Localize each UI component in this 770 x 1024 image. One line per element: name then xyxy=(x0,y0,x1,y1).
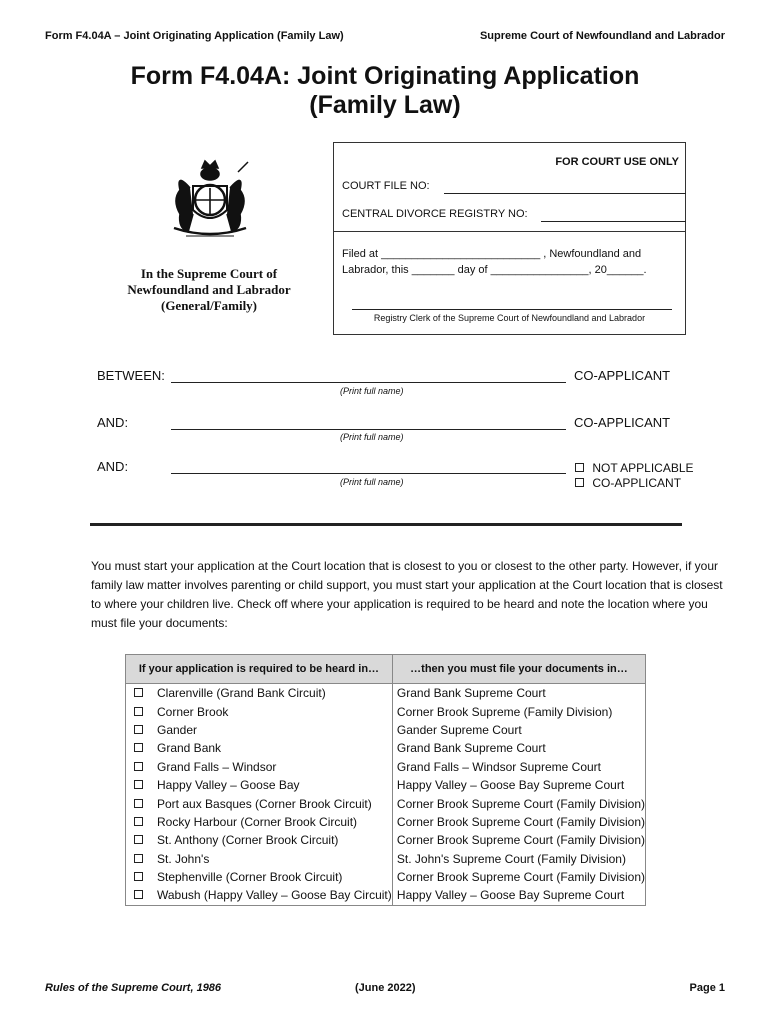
co-applicant-2-name-field[interactable] xyxy=(171,429,566,430)
court-box-divider xyxy=(334,231,685,232)
location-file-cell: St. John's Supreme Court (Family Division) xyxy=(392,850,645,868)
registry-clerk-signature-line[interactable] xyxy=(352,309,672,310)
location-row xyxy=(126,739,646,757)
locations-table-header xyxy=(126,655,646,684)
location-file-cell: Happy Valley – Goose Bay Supreme Court xyxy=(392,776,645,794)
section-divider xyxy=(90,523,682,526)
print-hint-2: (Print full name) xyxy=(340,432,404,442)
location-heard-cell xyxy=(126,776,393,794)
location-file-cell: Corner Brook Supreme Court (Family Division) xyxy=(392,868,645,886)
court-name-line-3: (General/Family) xyxy=(160,298,258,313)
co-applicant-3-name-field[interactable] xyxy=(171,473,566,474)
co-applicant-1-role: CO-APPLICANT xyxy=(574,368,671,383)
location-row xyxy=(126,684,646,703)
not-applicable-option[interactable] xyxy=(575,461,694,475)
col-file-header: …then you must file your documents in… xyxy=(392,655,645,684)
and-label-1: AND: xyxy=(97,415,129,430)
court-use-heading: FOR COURT USE ONLY xyxy=(555,156,679,168)
court-file-no-label: COURT FILE NO: xyxy=(342,180,430,192)
filed-at-line[interactable]: Filed at __________________________ , Newfoundland and xyxy=(342,248,642,260)
location-file-cell: Grand Bank Supreme Court xyxy=(392,684,645,703)
location-checkbox[interactable] xyxy=(134,799,143,808)
location-row xyxy=(126,831,646,849)
registry-no-label: CENTRAL DIVORCE REGISTRY NO: xyxy=(342,208,528,220)
intro-line-2: family law matter involves parenting or child support, you must start your application at the Court location that is closest xyxy=(91,578,723,592)
print-hint-3: (Print full name) xyxy=(340,477,404,487)
not-applicable-checkbox[interactable] xyxy=(575,463,584,472)
footer-date: (June 2022) xyxy=(355,982,416,994)
page-title xyxy=(0,62,770,120)
court-name-line-1: In the Supreme Court of xyxy=(140,266,278,281)
court-name xyxy=(100,266,318,314)
title-line-1: Form F4.04A: Joint Originating Application xyxy=(130,62,640,90)
location-row xyxy=(126,702,646,720)
co-applicant-1-name-field[interactable] xyxy=(171,382,566,383)
location-checkbox[interactable] xyxy=(134,835,143,844)
intro-line-3: to where your children live. Check off where your application is required to be heard and note the location where you xyxy=(91,597,708,611)
court-file-no-field[interactable] xyxy=(444,193,686,194)
intro-paragraph xyxy=(91,557,723,633)
location-file-cell: Grand Bank Supreme Court xyxy=(392,739,645,757)
location-heard-cell xyxy=(126,702,393,720)
location-row xyxy=(126,721,646,739)
registry-clerk-label: Registry Clerk of the Supreme Court of Newfoundland and Labrador xyxy=(373,313,646,323)
location-row xyxy=(126,868,646,886)
location-heard-label: St. John's xyxy=(157,851,210,866)
intro-line-4: must file your documents: xyxy=(91,616,228,630)
location-heard-label: Rocky Harbour (Corner Brook Circuit) xyxy=(157,814,358,829)
location-checkbox[interactable] xyxy=(134,762,143,771)
not-applicable-label: NOT APPLICABLE xyxy=(592,461,694,475)
filed-date-line[interactable]: Labrador, this _______ day of ________________, 20______. xyxy=(342,264,647,276)
location-checkbox[interactable] xyxy=(134,854,143,863)
location-file-cell: Gander Supreme Court xyxy=(392,721,645,739)
location-file-cell: Corner Brook Supreme Court (Family Division) xyxy=(392,831,645,849)
location-file-cell: Corner Brook Supreme Court (Family Division) xyxy=(392,794,645,812)
co-applicant-checkbox[interactable] xyxy=(575,478,584,487)
location-heard-cell xyxy=(126,886,393,905)
location-heard-cell xyxy=(126,758,393,776)
registry-no-field[interactable] xyxy=(541,221,686,222)
location-heard-label: Happy Valley – Goose Bay xyxy=(157,778,300,793)
location-checkbox[interactable] xyxy=(134,780,143,789)
location-row xyxy=(126,850,646,868)
location-row xyxy=(126,886,646,905)
location-checkbox[interactable] xyxy=(134,707,143,716)
location-file-cell: Corner Brook Supreme (Family Division) xyxy=(392,702,645,720)
header-court-name: Supreme Court of Newfoundland and Labrador xyxy=(479,30,725,42)
location-checkbox[interactable] xyxy=(134,725,143,734)
title-line-2: (Family Law) xyxy=(309,91,461,119)
col-heard-header: If your application is required to be heard in… xyxy=(126,655,393,684)
footer-rules: Rules of the Supreme Court, 1986 xyxy=(45,982,222,994)
location-heard-label: Clarenville (Grand Bank Circuit) xyxy=(157,686,326,701)
co-applicant-option-label: CO-APPLICANT xyxy=(592,476,682,490)
location-heard-cell xyxy=(126,721,393,739)
location-checkbox[interactable] xyxy=(134,872,143,881)
location-checkbox[interactable] xyxy=(134,890,143,899)
print-hint-1: (Print full name) xyxy=(340,386,404,396)
location-heard-label: Gander xyxy=(157,722,198,737)
location-heard-cell xyxy=(126,850,393,868)
location-row xyxy=(126,758,646,776)
location-heard-label: St. Anthony (Corner Brook Circuit) xyxy=(157,833,339,848)
and-label-2: AND: xyxy=(97,459,129,474)
location-heard-cell xyxy=(126,739,393,757)
location-heard-label: Port aux Basques (Corner Brook Circuit) xyxy=(157,796,372,811)
location-file-cell: Happy Valley – Goose Bay Supreme Court xyxy=(392,886,645,905)
location-heard-cell xyxy=(126,684,393,703)
location-row xyxy=(126,794,646,812)
location-row xyxy=(126,813,646,831)
location-heard-label: Corner Brook xyxy=(157,704,229,719)
location-heard-cell xyxy=(126,813,393,831)
co-applicant-option[interactable] xyxy=(575,476,681,490)
footer-page-number: Page 1 xyxy=(689,982,725,994)
coat-of-arms-icon xyxy=(160,158,260,248)
location-heard-label: Grand Falls – Windsor xyxy=(157,759,277,774)
location-checkbox[interactable] xyxy=(134,688,143,697)
header-form-name: Form F4.04A – Joint Originating Application (Family Law) xyxy=(45,30,344,42)
location-row xyxy=(126,776,646,794)
location-file-cell: Grand Falls – Windsor Supreme Court xyxy=(392,758,645,776)
court-name-line-2: Newfoundland and Labrador xyxy=(127,282,291,297)
location-file-cell: Corner Brook Supreme Court (Family Division) xyxy=(392,813,645,831)
location-heard-label: Grand Bank xyxy=(157,741,222,756)
location-heard-cell xyxy=(126,831,393,849)
location-heard-cell xyxy=(126,794,393,812)
court-use-box xyxy=(333,142,686,335)
location-heard-label: Stephenville (Corner Brook Circuit) xyxy=(157,870,343,885)
between-label: BETWEEN: xyxy=(97,368,165,383)
location-heard-label: Wabush (Happy Valley – Goose Bay Circuit) xyxy=(157,888,392,903)
intro-line-1: You must start your application at the Court location that is closest to you or closest to the other party. However, if your xyxy=(91,559,718,573)
location-checkbox[interactable] xyxy=(134,817,143,826)
location-heard-cell xyxy=(126,868,393,886)
locations-table xyxy=(125,654,646,906)
co-applicant-2-role: CO-APPLICANT xyxy=(574,415,671,430)
location-checkbox[interactable] xyxy=(134,743,143,752)
